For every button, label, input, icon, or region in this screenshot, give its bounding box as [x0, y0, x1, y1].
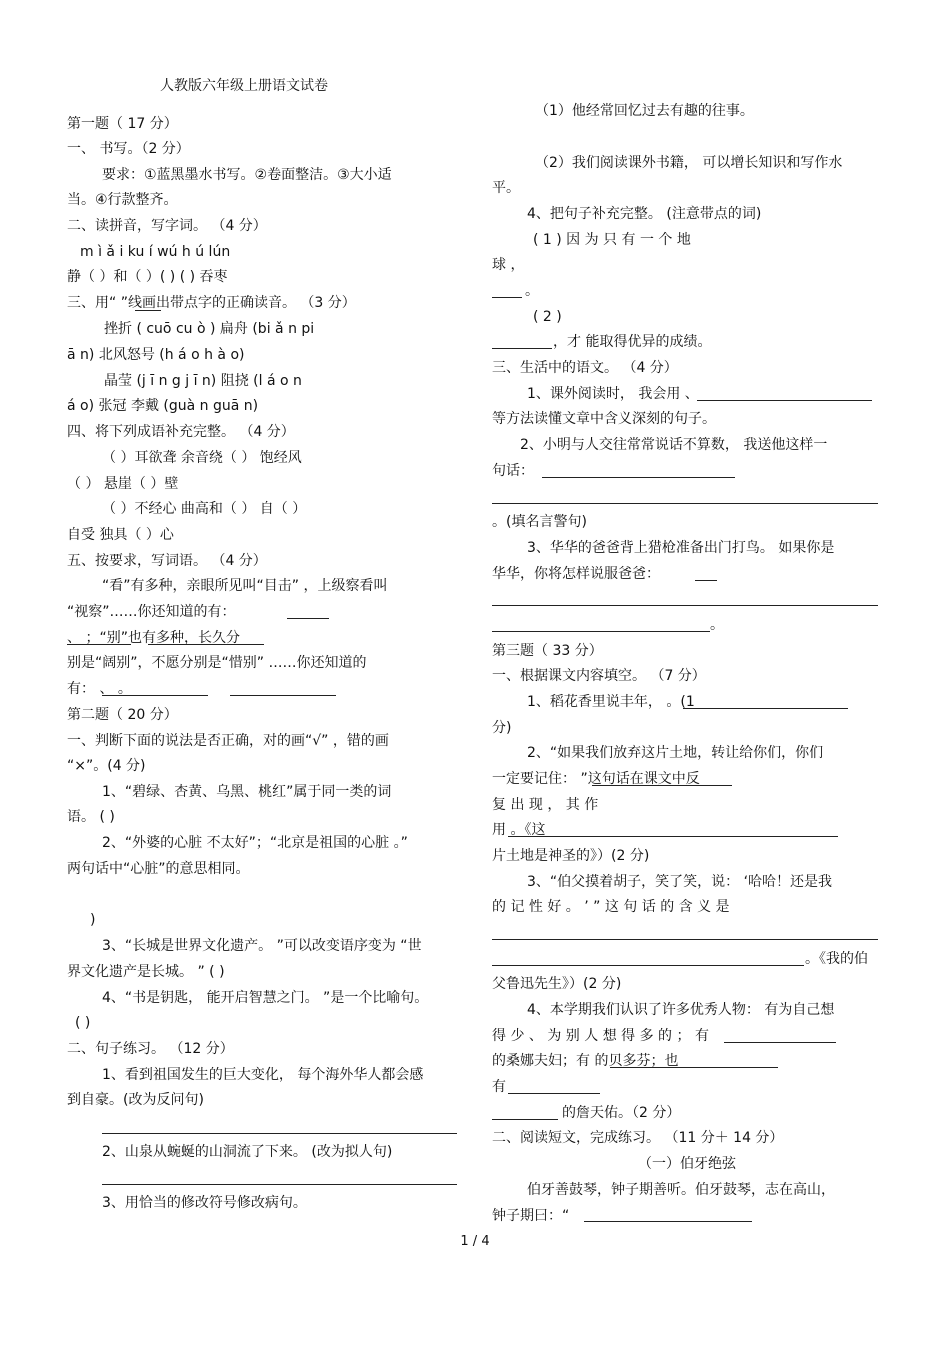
answer-blank [492, 1119, 558, 1120]
page-number: 1 / 4 [460, 1234, 490, 1249]
text-line: 五、按要求，写词语。 （4 分） [67, 553, 267, 569]
text-line: 。 [525, 283, 539, 299]
text-line: 1、课外阅读时， 我会用 、 [527, 386, 699, 402]
answer-blank [592, 785, 732, 786]
text-line: 第三题（ 33 分） [492, 643, 603, 659]
text-line: （ ）不经心 曲高和（ ） 自（ ） [102, 501, 307, 517]
text-line: （1）他经常回忆过去有趣的往事。 [535, 103, 754, 119]
text-line: 自受 独具（ ）心 [67, 527, 174, 543]
answer-blank [230, 695, 336, 696]
text-line: 三、用“ ”线画出带点字的正确读音。 （3 分） [67, 295, 356, 311]
text-line: 当。④行款整齐。 [67, 192, 178, 208]
text-line: （ ） 悬崖（ ）壁 [67, 476, 179, 492]
text-line: “看”有多种，亲眼所见叫“目击” ，上级察看叫 [102, 578, 388, 594]
text-line: “视察”……你还知道的有： [67, 604, 236, 620]
text-line: 等方法读懂文章中含义深刻的句子。 [492, 411, 716, 427]
text-line: 华华，你将怎样说服爸爸： [492, 566, 660, 582]
text-line: 复 出 现 ， 其 作 [492, 797, 599, 813]
text-line: 一、根据课文内容填空。 （7 分） [492, 668, 706, 684]
text-line: 3、华华的爸爸背上猎枪准备出门打鸟。 如果你是 [527, 540, 835, 556]
text-line: 片土地是神圣的》）(2 分) [492, 848, 650, 864]
text-line: 的詹天佑。（2 分） [562, 1105, 681, 1121]
answer-blank [610, 1067, 778, 1068]
text-line: 3、“伯父摸着胡子，笑了笑，说： ‘哈哈！还是我 [527, 874, 833, 890]
answer-blank [67, 644, 131, 645]
text-line: 1、“碧绿、杏黄、乌黑、桃红”属于同一类的词 [102, 784, 392, 800]
answer-line [492, 605, 878, 606]
text-line: 有 [492, 1079, 506, 1095]
text-line: 3、用恰当的修改符号修改病句。 [102, 1195, 307, 1211]
answer-line [492, 965, 804, 966]
text-line: 2、山泉从蜿蜒的山洞流了下来。 (改为拟人句) [102, 1144, 393, 1160]
text-line: 的 记 性 好 。 ’ ” 这 句 话 的 含 义 是 [492, 899, 730, 915]
answer-blank [584, 1221, 752, 1222]
text-line: （一）伯牙绝弦 [638, 1156, 736, 1172]
text-line: 用 。《这 [492, 822, 546, 838]
underline-sample [135, 310, 161, 311]
text-line: 到自豪。(改为反问句) [67, 1092, 204, 1108]
text-line: 二、读拼音，写字词。 （4 分） [67, 218, 267, 234]
text-line: 别是“阔别”，不愿分别是“惜别” ……你还知道的 [67, 655, 367, 671]
answer-line [492, 631, 710, 632]
answer-blank [697, 400, 872, 401]
text-line: 两句话中“心脏”的意思相同。 [67, 861, 250, 877]
text-line: （2）我们阅读课外书籍， 可以增长知识和写作水 [535, 155, 843, 171]
text-line: 2、“外婆的心脏 不太好”；“北京是祖国的心脏 。” [102, 835, 408, 851]
text-line: 4、“书是钥匙， 能开启智慧之门。 ”是一个比喻句。 [102, 990, 429, 1006]
text-line: 2、小明与人交往常常说话不算数， 我送他这样一 [520, 437, 828, 453]
text-line: 一定要记住： ”这句话在课文中反 [492, 771, 700, 787]
answer-blank [508, 836, 838, 837]
answer-blank [724, 1042, 836, 1043]
text-line: 父鲁迅先生》）(2 分) [492, 976, 622, 992]
text-line: ( 1 ) 因 为 只 有 一 个 地 [533, 232, 691, 248]
text-line: ( 2 ) [533, 309, 562, 325]
text-line: “×”。(4 分) [67, 758, 146, 774]
answer-blank [683, 708, 848, 709]
text-line: ā n) 北风怒号 (h á o h à o) [67, 347, 245, 363]
answer-blank [542, 477, 735, 478]
text-line: 钟子期曰：“ [492, 1208, 570, 1224]
text-line: 。(填名言警句) [492, 514, 587, 530]
answer-line [102, 1133, 457, 1134]
text-line: 4、把句子补充完整。 (注意带点的词) [527, 206, 762, 222]
text-line: 要求：①蓝黑墨水书写。②卷面整洁。③大小适 [102, 167, 392, 183]
text-line: 晶莹 (j ī n g j ī n) 阻挠 (l á o n [104, 373, 302, 389]
text-line: 、 ；“别”也有多种，长久分 [67, 630, 240, 646]
answer-line [492, 939, 878, 940]
text-line: 界文化遗产是长城。 ” ( ) [67, 964, 225, 980]
answer-blank [492, 348, 552, 349]
answer-line [492, 503, 878, 504]
text-line: 4、本学期我们认识了许多优秀人物： 有为自己想 [527, 1002, 835, 1018]
text-line: 语。 ( ) [67, 809, 115, 825]
text-line: 球 ， [492, 257, 525, 273]
text-line: 挫折 ( cuō cu ò ) 扁舟 (bi ǎ n pi [104, 321, 315, 337]
text-line: 四、将下列成语补充完整。 （4 分） [67, 424, 295, 440]
text-line: 平。 [492, 180, 520, 196]
text-line: 3、“长城是世界文化遗产。 ”可以改变语序变为 “世 [102, 938, 422, 954]
answer-line [102, 1184, 457, 1185]
answer-blank [148, 644, 264, 645]
text-line: 2、“如果我们放弃这片土地，转让给你们，你们 [527, 745, 824, 761]
text-line: ，才 能取得优异的成绩。 [553, 334, 712, 350]
text-line: 静（ ）和（ ）( ) ( ) 吞枣 [67, 269, 228, 285]
answer-blank [102, 695, 208, 696]
answer-blank [695, 580, 717, 581]
answer-blank [287, 618, 329, 619]
text-line: 。《我的伯 [805, 951, 868, 967]
text-line: 得 少 、 为 别 人 想 得 多 的 ； 有 [492, 1028, 709, 1044]
text-line: 三、生活中的语文。 （4 分） [492, 360, 678, 376]
text-line: 二、阅读短文，完成练习。 （11 分＋ 14 分） [492, 1130, 784, 1146]
text-line: 1、稻花香里说丰年， 。(1 [527, 694, 695, 710]
text-line: 有： 、 。 [67, 681, 132, 697]
text-line: 第二题（ 20 分） [67, 707, 178, 723]
text-line: 一、判断下面的说法是否正确，对的画“√” ，错的画 [67, 733, 389, 749]
text-line: m ì ǎ i ku í wú h ú lún [80, 244, 231, 260]
text-line: 二、句子练习。 （12 分） [67, 1041, 234, 1057]
text-line: 句话： [492, 463, 534, 479]
answer-blank [508, 1093, 600, 1094]
text-line: 分) [492, 720, 512, 736]
text-line: 人教版六年级上册语文试卷 [160, 78, 328, 94]
text-line: 一、 书写。（2 分） [67, 141, 190, 157]
text-line: 1、看到祖国发生的巨大变化， 每个海外华人都会感 [102, 1067, 424, 1083]
text-line: 伯牙善鼓琴，钟子期善听。伯牙鼓琴，志在高山， [527, 1182, 835, 1198]
text-line: （ ）耳欲聋 余音绕（ ） 饱经风 [102, 450, 302, 466]
text-line: á o) 张冠 李戴 (guà n guā n) [67, 398, 259, 414]
text-line: 。 [710, 617, 724, 633]
text-line: 第一题（ 17 分） [67, 116, 178, 132]
text-line: ) [90, 912, 96, 928]
text-line: ( ) [75, 1015, 91, 1031]
text-line: 的桑娜夫妇；有 的贝多芬；也 [492, 1053, 679, 1069]
answer-blank [492, 297, 522, 298]
